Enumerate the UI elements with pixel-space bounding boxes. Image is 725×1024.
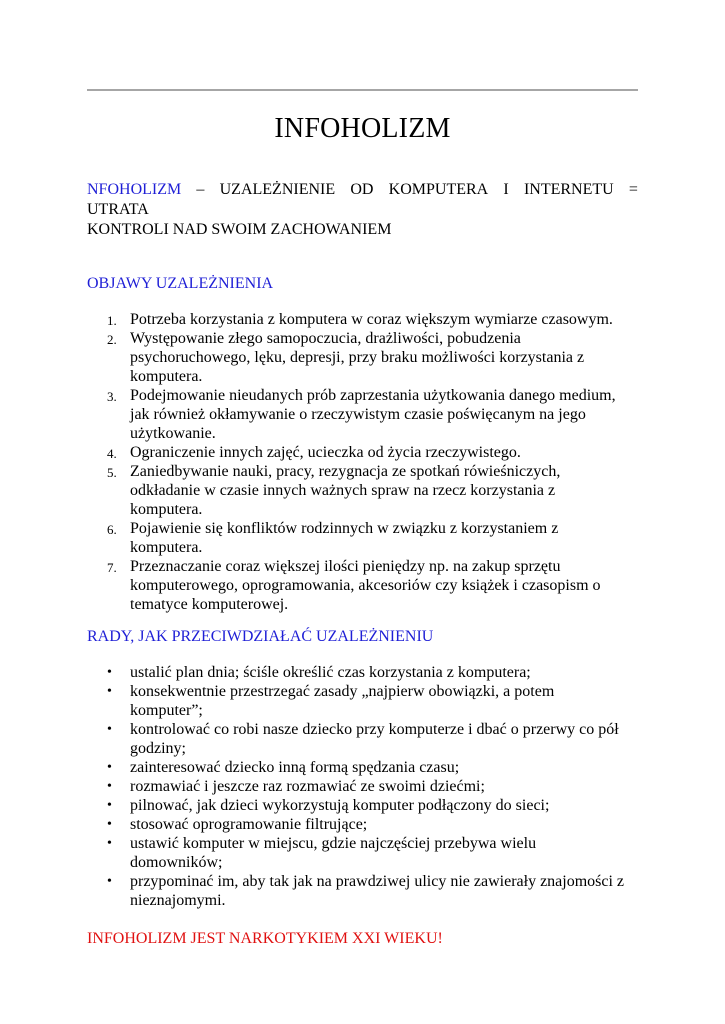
symptom-text-line: Zaniedbywanie nauki, pracy, rezygnacja ze spotkań rówieśniczych, [130, 463, 561, 480]
definition-dash: – [196, 181, 205, 198]
bullet-icon: • [107, 665, 112, 680]
advice-text-line: godziny; [130, 740, 186, 757]
advice-item [0, 720, 645, 758]
symptom-number: 3. [107, 389, 117, 404]
advice-text-line: konsekwentnie przestrzegać zasady „najpierw obowiązki, a potem [130, 683, 555, 700]
symptom-text-line: psychoruchowego, lęku, depresji, przy braku możliwości korzystania z [130, 349, 585, 366]
advice-item [0, 758, 645, 777]
symptom-text-line: Pojawienie się konfliktów rodzinnych w związku z korzystaniem z [130, 520, 559, 537]
advice-text-line: przypominać im, aby tak jak na prawdziwej ulicy nie zawierały znajomości z [130, 873, 625, 890]
advice-item [0, 815, 645, 834]
symptom-text-line: komputera. [130, 368, 203, 385]
advice-text-line: zainteresować dziecko inną formą spędzania czasu; [130, 759, 460, 776]
symptom-text-line: odkładanie w czasie innych ważnych spraw na rzecz korzystania z [130, 482, 556, 499]
definition-word: OD [350, 181, 374, 198]
bullet-icon: • [107, 760, 112, 775]
symptom-text-line: Występowanie złego samopoczucia, drażliwości, pobudzenia [130, 330, 521, 347]
advice-text-line: ustalić plan dnia; ściśle określić czas korzystania z komputera; [130, 664, 531, 681]
bullet-icon: • [107, 722, 112, 737]
definition-line-3: KONTROLI NAD SWOIM ZACHOWANIEM [87, 221, 392, 238]
symptom-item [0, 329, 650, 386]
advice-text-line: stosować oprogramowanie filtrujące; [130, 816, 368, 833]
definition-word: = [628, 181, 638, 198]
definition-term: NFOHOLIZM [87, 181, 182, 198]
advice-text-line: nieznajomymi. [130, 892, 226, 909]
symptom-number: 5. [107, 465, 117, 480]
symptom-item [0, 462, 650, 519]
advice-heading: RADY, JAK PRZECIWDZIAŁAĆ UZALEŻNIENIU [87, 628, 434, 645]
symptom-text-line: jak również okłamywanie o rzeczywistym czasie poświęcanym na jego [130, 406, 586, 423]
advice-list [0, 663, 725, 910]
definition-block [87, 180, 638, 240]
advice-item [0, 872, 645, 910]
advice-text-line: komputer”; [130, 702, 203, 719]
symptom-number: 4. [107, 446, 117, 461]
symptom-text-line: Ograniczenie innych zajęć, ucieczka od życia rzeczywistego. [130, 444, 521, 461]
top-divider [87, 89, 638, 91]
symptom-text-line: komputera. [130, 501, 203, 518]
advice-text-line: kontrolować co robi nasze dziecko przy komputerze i dbać o przerwy co pół [130, 721, 619, 738]
advice-text-line: ustawić komputer w miejscu, gdzie najczęściej przebywa wielu [130, 835, 537, 852]
definition-word: UZALEŻNIENIE [219, 181, 336, 198]
symptom-item [0, 557, 650, 614]
advice-item [0, 834, 645, 872]
symptoms-list [0, 310, 725, 614]
symptom-number: 6. [107, 522, 117, 537]
symptom-number: 7. [107, 560, 117, 575]
advice-item [0, 663, 645, 682]
advice-text-line: pilnować, jak dzieci wykorzystują komputer podłączony do sieci; [130, 797, 550, 814]
bullet-icon: • [107, 779, 112, 794]
definition-word: I [503, 181, 509, 198]
symptom-text-line: komputera. [130, 539, 203, 556]
bullet-icon: • [107, 874, 112, 889]
definition-line-1 [87, 180, 638, 200]
symptom-text-line: Przeznaczanie coraz większej ilości pieniędzy np. na zakup sprzętu [130, 558, 561, 575]
page-title: INFOHOLIZM [274, 113, 451, 144]
definition-word: INTERNETU [523, 181, 614, 198]
symptom-item [0, 519, 650, 557]
bullet-icon: • [107, 798, 112, 813]
advice-text-line: rozmawiać i jeszcze raz rozmawiać ze swoimi dziećmi; [130, 778, 485, 795]
symptoms-heading: OBJAWY UZALEŻNIENIA [87, 275, 274, 292]
symptom-number: 1. [107, 313, 117, 328]
bullet-icon: • [107, 817, 112, 832]
bullet-icon: • [107, 684, 112, 699]
advice-text-line: domowników; [130, 854, 223, 871]
symptom-number: 2. [107, 332, 117, 347]
advice-item [0, 796, 645, 815]
symptom-text-line: Potrzeba korzystania z komputera w coraz większym wymiarze czasowym. [130, 311, 613, 328]
bullet-icon: • [107, 836, 112, 851]
symptom-item [0, 386, 650, 443]
symptom-item [0, 310, 650, 329]
symptom-text-line: Podejmowanie nieudanych prób zaprzestania użytkowania danego medium, [130, 387, 616, 404]
definition-line-2: UTRATA [87, 201, 149, 218]
symptom-item [0, 443, 650, 462]
symptom-text-line: tematyce komputerowej. [130, 596, 289, 613]
advice-item [0, 682, 645, 720]
advice-item [0, 777, 645, 796]
symptom-text-line: użytkowanie. [130, 425, 216, 442]
definition-word: KOMPUTERA [388, 181, 489, 198]
closing-warning: INFOHOLIZM JEST NARKOTYKIEM XXI WIEKU! [87, 930, 443, 947]
symptom-text-line: komputerowego, oprogramowania, akcesoriów czy książek i czasopism o [130, 577, 601, 594]
